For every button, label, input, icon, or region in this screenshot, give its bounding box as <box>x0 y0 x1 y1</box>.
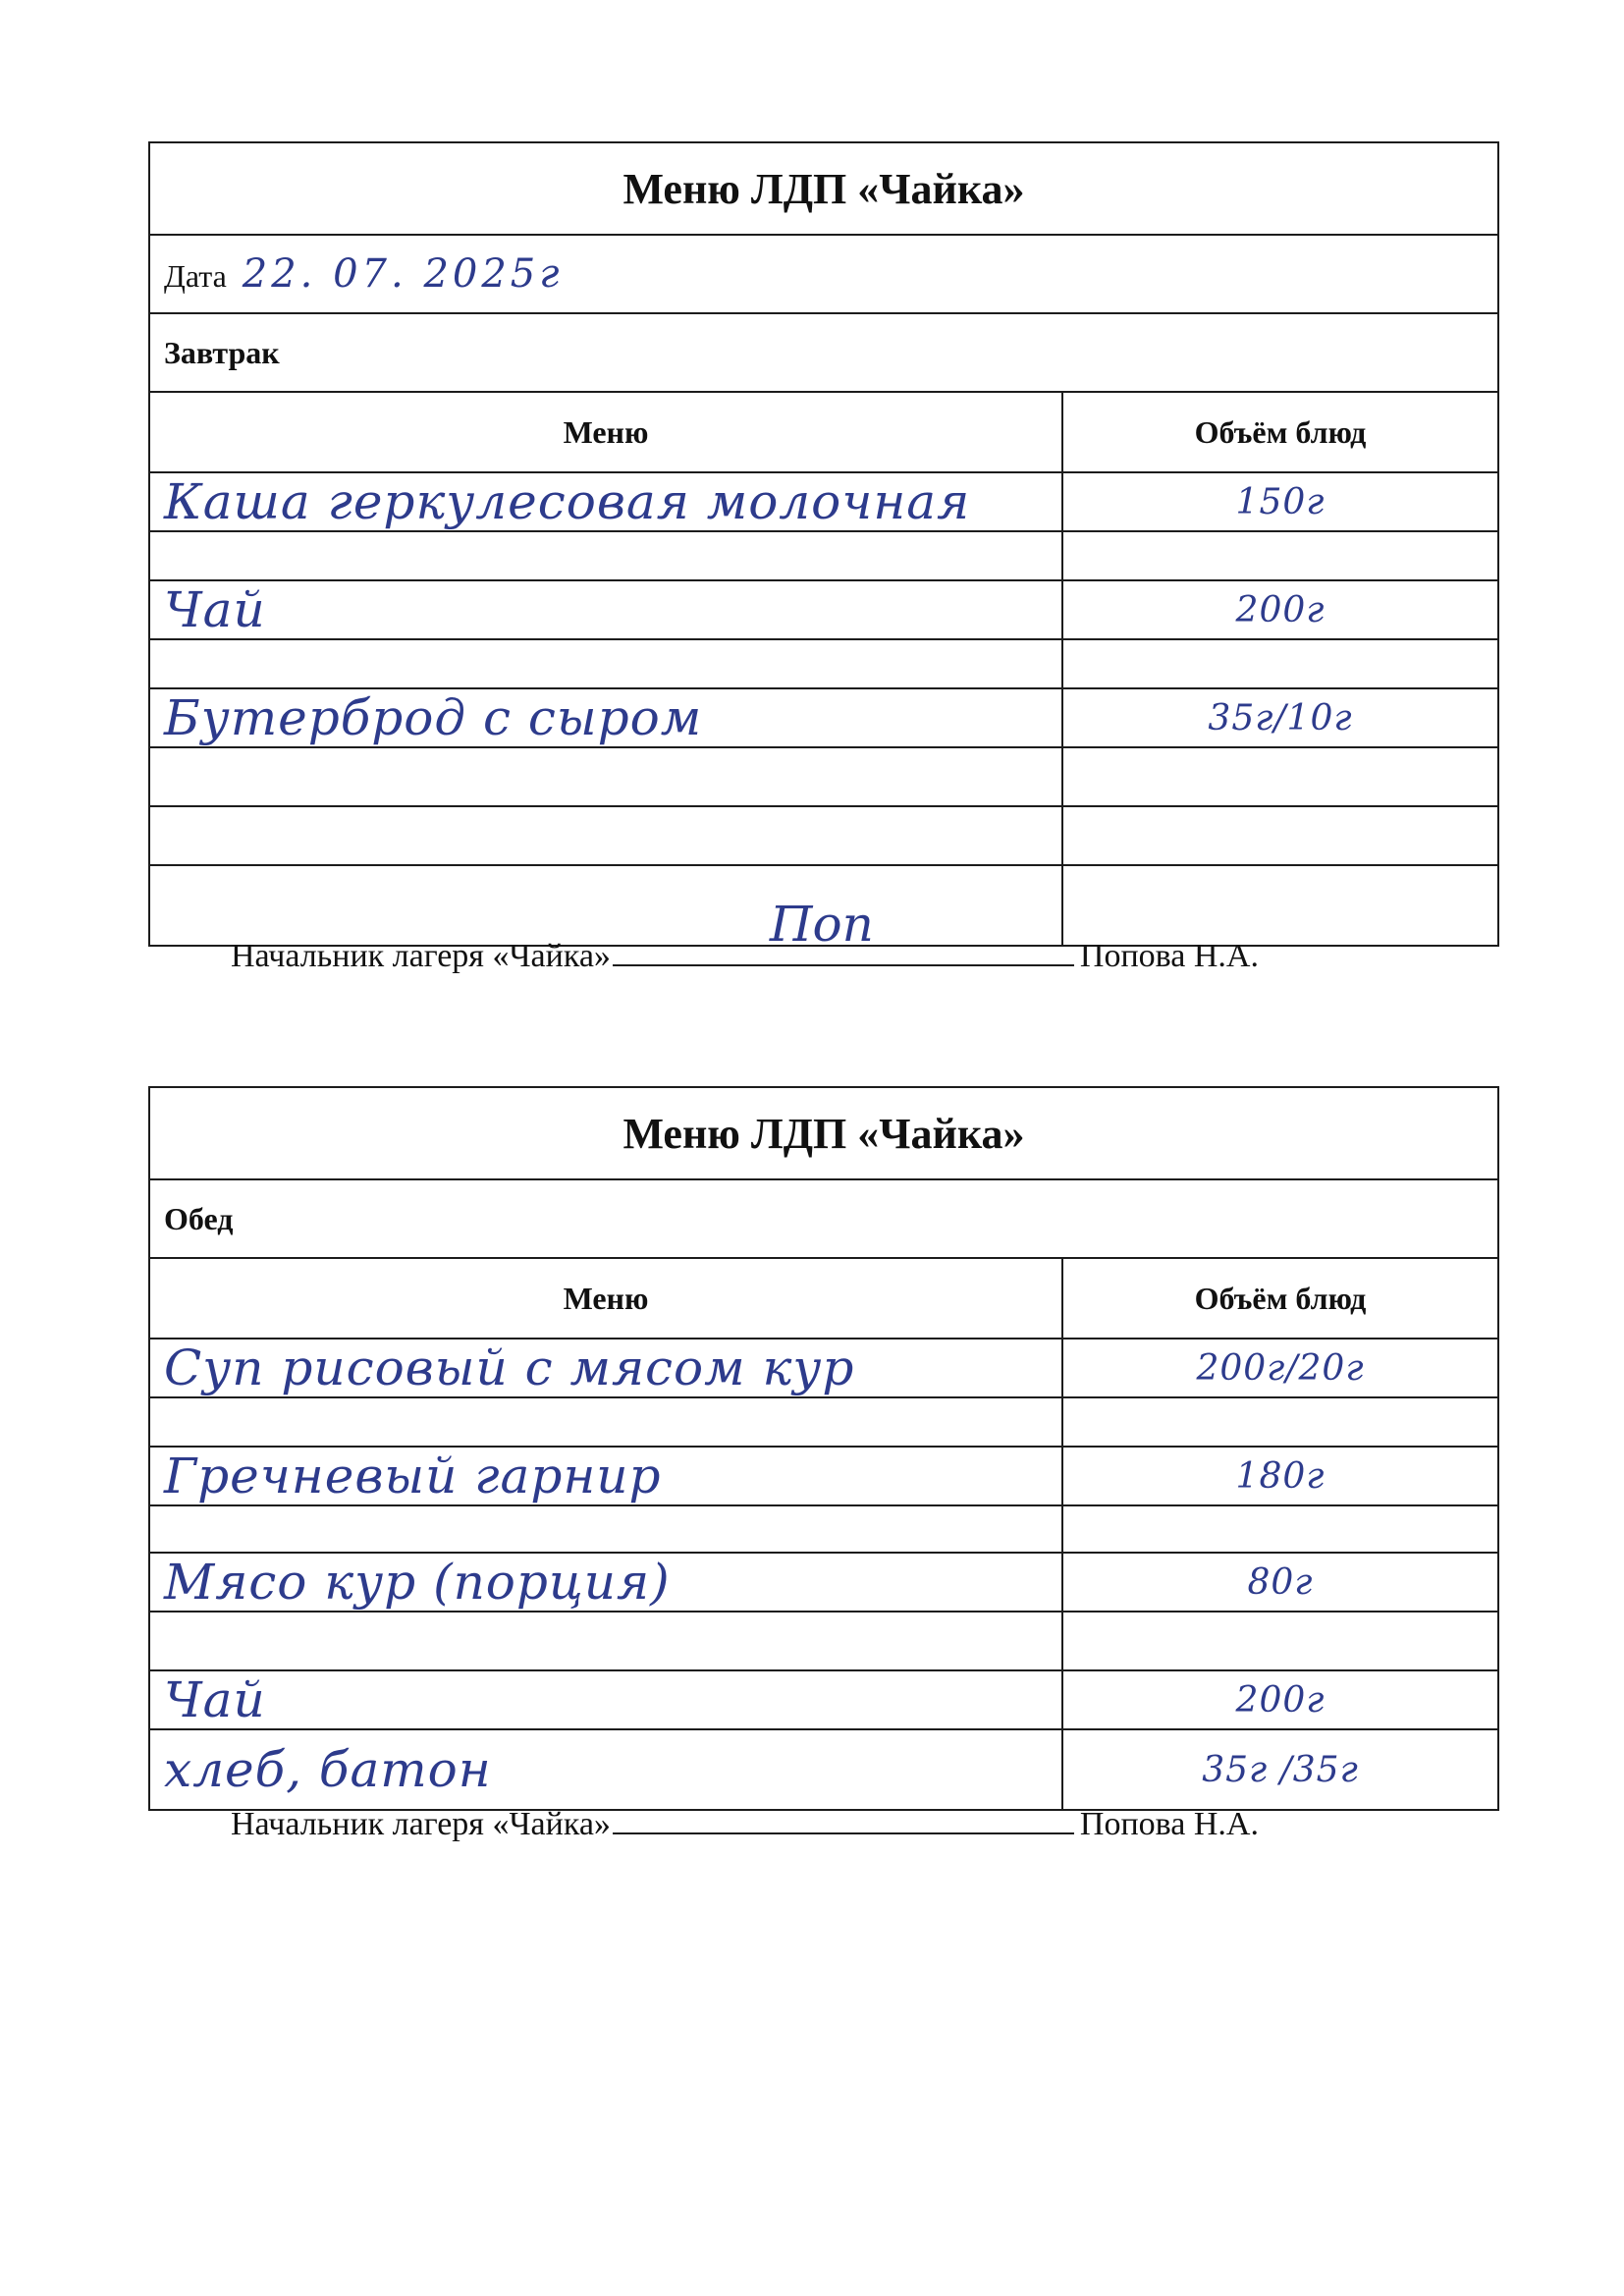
dish-cell <box>149 1612 1062 1670</box>
menu-column-header: Меню <box>149 392 1062 472</box>
dish-name: Мясо кур (порция) <box>164 1554 671 1611</box>
volume-column-header: Объём блюд <box>1062 392 1498 472</box>
date-value: 22. 07. 2025г <box>242 251 564 297</box>
volume-cell <box>1062 1612 1498 1670</box>
dish-volume: 200г <box>1235 589 1326 630</box>
signature-blank <box>613 896 1074 966</box>
handwritten-signature: Поп <box>769 896 874 953</box>
breakfast-section-label: Завтрак <box>149 313 1498 392</box>
dish-cell <box>149 1670 1062 1729</box>
dish-cell <box>149 806 1062 865</box>
volume-cell <box>1062 580 1498 639</box>
signature-name: Попова Н.А. <box>1079 1806 1259 1842</box>
volume-column-header: Объём блюд <box>1062 1258 1498 1339</box>
dish-name: Чай <box>164 581 266 638</box>
signature-label: Начальник лагеря «Чайка» <box>231 938 611 974</box>
dish-volume: 35г/10г <box>1208 697 1353 738</box>
dish-cell <box>149 1729 1062 1810</box>
volume-cell <box>1062 639 1498 688</box>
signature-blank <box>613 1803 1074 1834</box>
volume-cell <box>1062 472 1498 531</box>
dish-name: хлеб, батон <box>164 1741 492 1798</box>
dish-cell <box>149 747 1062 806</box>
dish-cell <box>149 580 1062 639</box>
breakfast-title: Меню ЛДП «Чайка» <box>149 142 1498 235</box>
table-row <box>149 1612 1498 1670</box>
table-row <box>149 472 1498 531</box>
dish-cell <box>149 1553 1062 1612</box>
volume-cell <box>1062 688 1498 747</box>
volume-cell <box>1062 1553 1498 1612</box>
table-row <box>149 1729 1498 1810</box>
volume-cell <box>1062 806 1498 865</box>
signature-name: Попова Н.А. <box>1079 938 1259 974</box>
dish-cell <box>149 639 1062 688</box>
breakfast-menu-table <box>148 141 1499 947</box>
volume-cell <box>1062 747 1498 806</box>
volume-cell <box>1062 865 1498 946</box>
lunch-title: Меню ЛДП «Чайка» <box>149 1087 1498 1179</box>
volume-cell <box>1062 1397 1498 1447</box>
date-row <box>149 235 1498 313</box>
breakfast-signature-line <box>231 896 1259 975</box>
dish-volume: 200г/20г <box>1196 1347 1365 1389</box>
dish-volume: 35г /35г <box>1202 1749 1359 1790</box>
dish-cell <box>149 865 1062 946</box>
date-label: Дата <box>164 258 227 294</box>
table-row <box>149 688 1498 747</box>
volume-cell <box>1062 1670 1498 1729</box>
table-row <box>149 1447 1498 1505</box>
table-row <box>149 1670 1498 1729</box>
table-row <box>149 1505 1498 1553</box>
dish-cell <box>149 531 1062 580</box>
table-row <box>149 806 1498 865</box>
dish-volume: 180г <box>1235 1455 1326 1497</box>
dish-volume: 200г <box>1235 1679 1326 1721</box>
table-row <box>149 1339 1498 1397</box>
volume-cell <box>1062 1339 1498 1397</box>
dish-name: Каша геркулесовая молочная <box>164 473 971 530</box>
dish-cell <box>149 688 1062 747</box>
table-row <box>149 1553 1498 1612</box>
table-row <box>149 639 1498 688</box>
dish-name: Бутерброд с сыром <box>164 689 703 746</box>
menu-column-header: Меню <box>149 1258 1062 1339</box>
volume-cell <box>1062 1505 1498 1553</box>
table-row <box>149 531 1498 580</box>
table-row <box>149 747 1498 806</box>
table-row <box>149 1397 1498 1447</box>
dish-name: Гречневый гарнир <box>164 1448 662 1504</box>
dish-cell <box>149 1339 1062 1397</box>
dish-name: Суп рисовый с мясом кур <box>164 1339 855 1396</box>
dish-volume: 80г <box>1247 1561 1314 1603</box>
lunch-menu-table <box>148 1086 1499 1811</box>
dish-cell <box>149 1447 1062 1505</box>
dish-name: Чай <box>164 1671 266 1728</box>
dish-cell <box>149 472 1062 531</box>
signature-label: Начальник лагеря «Чайка» <box>231 1806 611 1842</box>
volume-cell <box>1062 1729 1498 1810</box>
dish-volume: 150г <box>1235 481 1326 522</box>
lunch-section-label: Обед <box>149 1179 1498 1258</box>
volume-cell <box>1062 1447 1498 1505</box>
dish-cell <box>149 1505 1062 1553</box>
lunch-signature-line <box>231 1803 1259 1843</box>
dish-cell <box>149 1397 1062 1447</box>
table-row <box>149 580 1498 639</box>
volume-cell <box>1062 531 1498 580</box>
